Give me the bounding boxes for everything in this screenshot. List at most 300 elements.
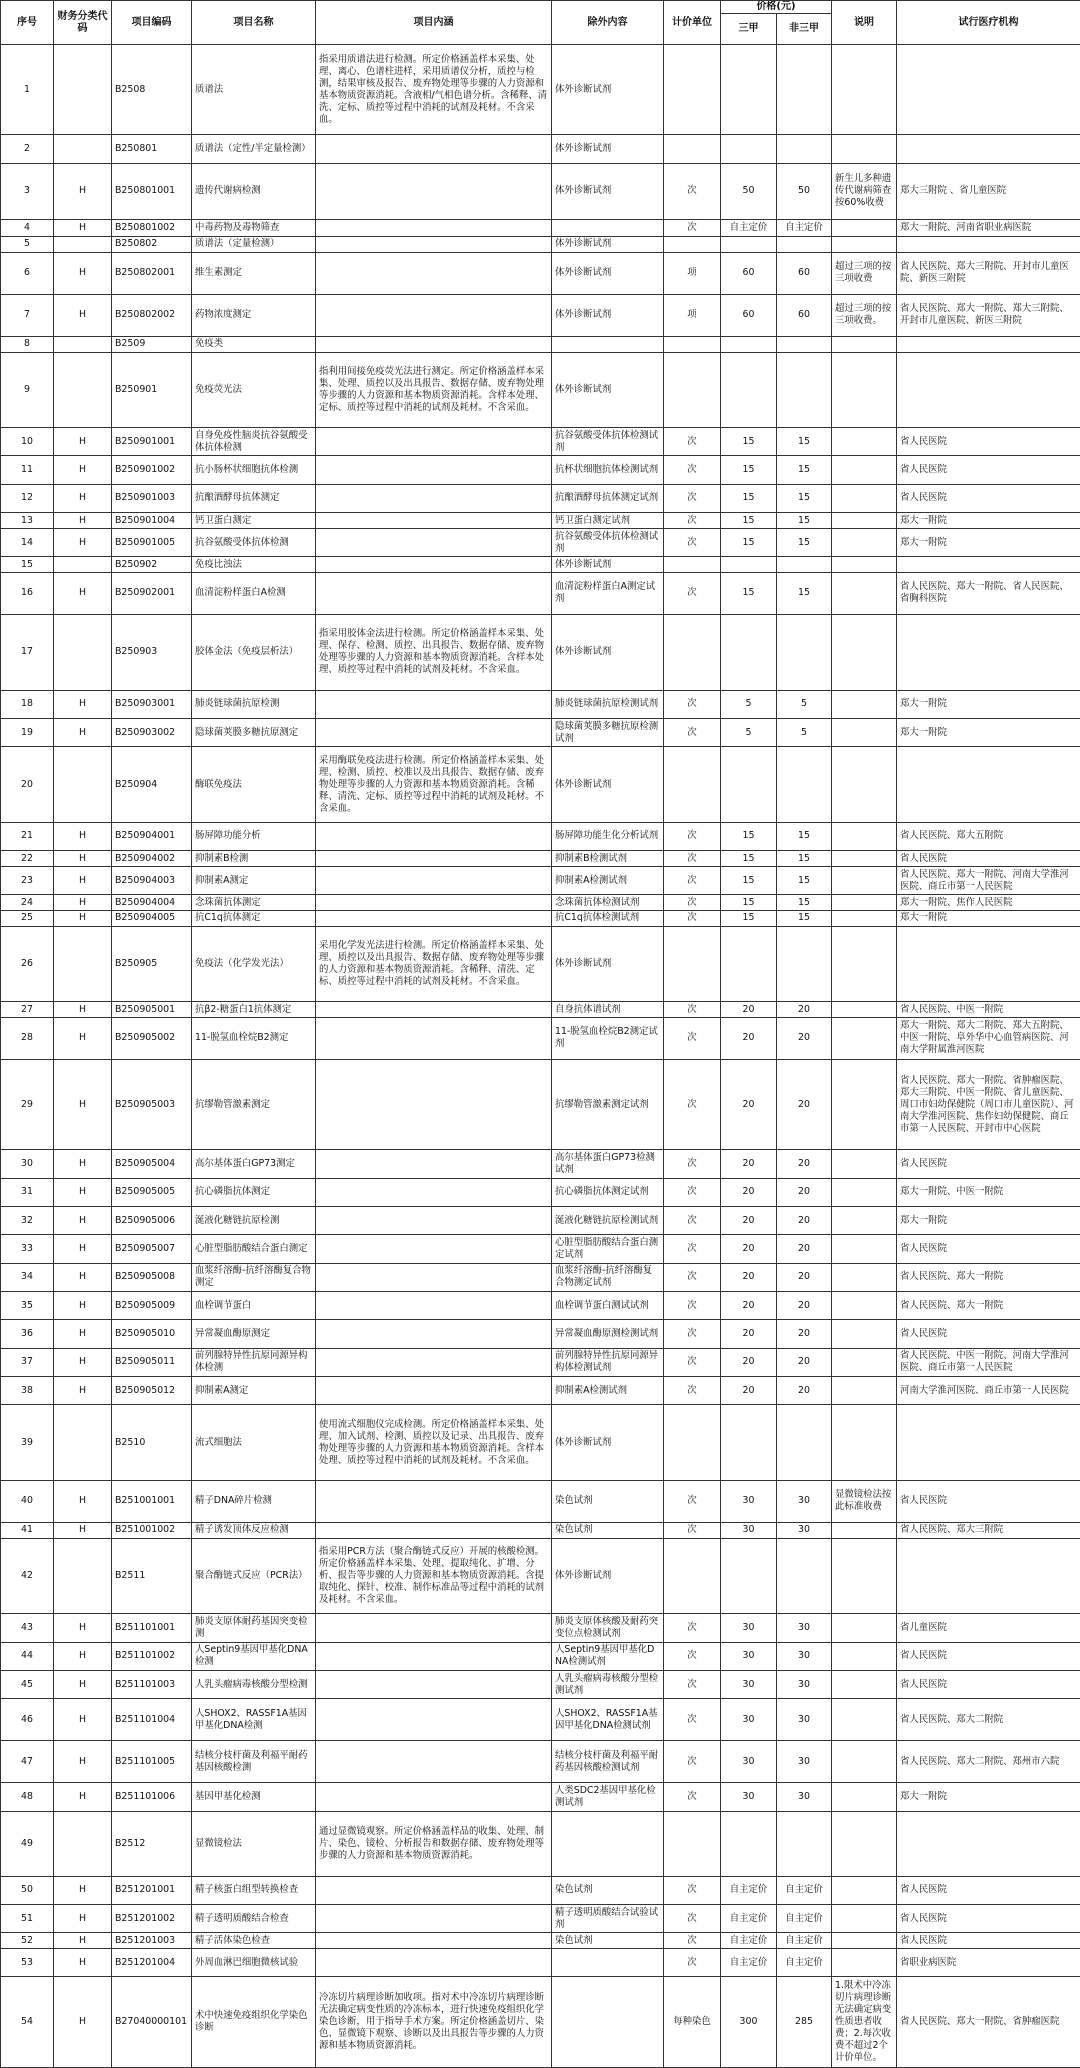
- cell-excluded: 精子透明质酸结合试验试剂: [552, 1905, 664, 1933]
- cell-item-code: B251201003: [112, 1933, 192, 1949]
- table-row: [1, 1480, 1080, 1522]
- cell-item-code: B2512: [112, 1811, 192, 1876]
- cell-excluded: 染色试剂: [552, 1876, 664, 1904]
- cell-price-non-grade3a: 15: [777, 528, 832, 556]
- cell-item-name: 精子核蛋白组型转换检查: [192, 1876, 316, 1904]
- cell-item-code: B250905004: [112, 1150, 192, 1178]
- cell-institutions: 郑大一附院: [897, 910, 1080, 926]
- cell-item-name: 免疫荧光法: [192, 352, 316, 428]
- cell-institutions: 省人民医院、郑大一附院、省肿瘤医院、郑大三附院、中医一附院、省儿童医院、周口市妇幼保健院（周口市儿童医院）、河南大学淮河医院、焦作妇幼保健院、商丘市第一人民医院、开封市中心医院: [897, 1059, 1080, 1149]
- cell-unit: 次: [664, 513, 721, 529]
- cell-item-name: 免疫法（化学发光法）: [192, 926, 316, 1002]
- cell-price-grade3a: 15: [721, 895, 777, 911]
- table-row: [1, 1949, 1080, 1977]
- cell-finance-code: H: [54, 1150, 112, 1178]
- cell-institutions: 省人民医院: [897, 1905, 1080, 1933]
- cell-unit: [664, 352, 721, 428]
- table-row: [1, 1150, 1080, 1178]
- cell-institutions: 省人民医院: [897, 1876, 1080, 1904]
- cell-seq: 5: [1, 237, 54, 253]
- cell-price-non-grade3a: 20: [777, 1206, 832, 1234]
- cell-unit: [664, 557, 721, 573]
- cell-item-content: [316, 822, 552, 850]
- cell-item-name: 念珠菌抗体测定: [192, 895, 316, 911]
- cell-description: [832, 1291, 897, 1319]
- cell-finance-code: H: [54, 1741, 112, 1783]
- header-unit: 计价单位: [664, 1, 721, 45]
- cell-unit: 次: [664, 1876, 721, 1904]
- cell-description: [832, 1059, 897, 1149]
- cell-price-grade3a: 20: [721, 1150, 777, 1178]
- cell-item-code: B251001002: [112, 1522, 192, 1538]
- cell-seq: 49: [1, 1811, 54, 1876]
- cell-price-grade3a: [721, 135, 777, 163]
- table-row: [1, 484, 1080, 512]
- cell-price-non-grade3a: 30: [777, 1670, 832, 1698]
- cell-unit: 每种染色: [664, 1977, 721, 2068]
- table-row: [1, 1002, 1080, 1018]
- cell-item-content: [316, 220, 552, 237]
- cell-item-code: B250904003: [112, 866, 192, 894]
- cell-unit: [664, 1538, 721, 1614]
- cell-item-code: B250902001: [112, 572, 192, 614]
- cell-unit: [664, 747, 721, 823]
- cell-item-content: [316, 1291, 552, 1319]
- cell-item-content: [316, 513, 552, 529]
- cell-price-non-grade3a: [777, 557, 832, 573]
- cell-item-content: [316, 851, 552, 867]
- table-row: [1, 572, 1080, 614]
- cell-item-code: B251101002: [112, 1642, 192, 1670]
- cell-seq: 54: [1, 1977, 54, 2068]
- cell-seq: 53: [1, 1949, 54, 1977]
- cell-item-code: B2510: [112, 1405, 192, 1481]
- cell-price-grade3a: 20: [721, 1059, 777, 1149]
- cell-unit: 次: [664, 428, 721, 456]
- cell-item-name: 免疫比浊法: [192, 557, 316, 573]
- cell-item-name: 聚合酶链式反应（PCR法）: [192, 1538, 316, 1614]
- header-item-content: 项目内涵: [316, 1, 552, 45]
- cell-finance-code: [54, 1811, 112, 1876]
- cell-excluded: [552, 220, 664, 237]
- table-row: [1, 1263, 1080, 1291]
- cell-item-content: [316, 1178, 552, 1206]
- cell-item-code: B250905009: [112, 1291, 192, 1319]
- cell-excluded: 抗杯状细胞抗体检测试剂: [552, 456, 664, 484]
- cell-item-name: 涎液化糖链抗原检测: [192, 1206, 316, 1234]
- cell-price-non-grade3a: 15: [777, 456, 832, 484]
- cell-item-name: 精子活体染色检查: [192, 1933, 316, 1949]
- cell-seq: 14: [1, 528, 54, 556]
- cell-item-name: 显微镜检法: [192, 1811, 316, 1876]
- cell-item-name: 血浆纤溶酶-抗纤溶酶复合物测定: [192, 1263, 316, 1291]
- cell-price-non-grade3a: 30: [777, 1699, 832, 1741]
- header-row-top: [1, 1, 1080, 14]
- cell-unit: 次: [664, 1614, 721, 1642]
- cell-seq: 7: [1, 294, 54, 336]
- cell-description: [832, 1949, 897, 1977]
- cell-price-grade3a: 15: [721, 484, 777, 512]
- cell-price-grade3a: [721, 1811, 777, 1876]
- cell-finance-code: H: [54, 252, 112, 294]
- cell-item-name: 钙卫蛋白测定: [192, 513, 316, 529]
- cell-description: [832, 718, 897, 746]
- cell-item-content: [316, 1876, 552, 1904]
- cell-item-code: B251001001: [112, 1480, 192, 1522]
- table-row: [1, 1405, 1080, 1481]
- cell-price-non-grade3a: 15: [777, 822, 832, 850]
- cell-seq: 51: [1, 1905, 54, 1933]
- cell-unit: 次: [664, 895, 721, 911]
- cell-price-non-grade3a: [777, 336, 832, 352]
- cell-item-code: B250901001: [112, 428, 192, 456]
- cell-item-content: [316, 1377, 552, 1405]
- cell-item-content: [316, 895, 552, 911]
- cell-unit: 次: [664, 456, 721, 484]
- cell-item-content: [316, 528, 552, 556]
- cell-item-name: 药物浓度测定: [192, 294, 316, 336]
- cell-excluded: 钙卫蛋白测定试剂: [552, 513, 664, 529]
- cell-price-grade3a: 自主定价: [721, 1933, 777, 1949]
- cell-item-name: 基因甲基化检测: [192, 1783, 316, 1811]
- cell-item-content: [316, 484, 552, 512]
- cell-item-content: [316, 718, 552, 746]
- cell-price-grade3a: 15: [721, 851, 777, 867]
- cell-finance-code: H: [54, 822, 112, 850]
- cell-price-non-grade3a: 20: [777, 1018, 832, 1060]
- cell-finance-code: H: [54, 484, 112, 512]
- cell-price-non-grade3a: [777, 926, 832, 1002]
- cell-seq: 38: [1, 1377, 54, 1405]
- cell-institutions: [897, 926, 1080, 1002]
- cell-item-code: B2509: [112, 336, 192, 352]
- cell-price-grade3a: 自主定价: [721, 1876, 777, 1904]
- cell-item-content: [316, 135, 552, 163]
- cell-item-code: B250905008: [112, 1263, 192, 1291]
- cell-item-code: B250801001: [112, 163, 192, 220]
- table-row: [1, 252, 1080, 294]
- cell-seq: 9: [1, 352, 54, 428]
- cell-seq: 40: [1, 1480, 54, 1522]
- table-row: [1, 851, 1080, 867]
- cell-seq: 39: [1, 1405, 54, 1481]
- cell-seq: 45: [1, 1670, 54, 1698]
- cell-unit: 次: [664, 1235, 721, 1263]
- cell-item-code: B2511: [112, 1538, 192, 1614]
- cell-item-code: B250902: [112, 557, 192, 573]
- cell-price-grade3a: 自主定价: [721, 1905, 777, 1933]
- cell-item-name: 人乳头瘤病毒核酸分型检测: [192, 1670, 316, 1698]
- cell-price-grade3a: 5: [721, 690, 777, 718]
- cell-excluded: [552, 1811, 664, 1876]
- cell-item-name: 中毒药物及毒物筛查: [192, 220, 316, 237]
- table-row: [1, 1235, 1080, 1263]
- cell-excluded: 人类SDC2基因甲基化检测试剂: [552, 1783, 664, 1811]
- cell-price-grade3a: [721, 747, 777, 823]
- cell-institutions: [897, 557, 1080, 573]
- cell-price-grade3a: 20: [721, 1002, 777, 1018]
- cell-finance-code: H: [54, 572, 112, 614]
- cell-price-grade3a: [721, 336, 777, 352]
- cell-item-content: [316, 456, 552, 484]
- cell-institutions: 郑大一附院、焦作人民医院: [897, 895, 1080, 911]
- cell-unit: 次: [664, 1377, 721, 1405]
- cell-unit: 次: [664, 851, 721, 867]
- cell-item-code: B250904002: [112, 851, 192, 867]
- cell-excluded: 抗C1q抗体检测试剂: [552, 910, 664, 926]
- cell-price-grade3a: [721, 1405, 777, 1481]
- cell-description: [832, 456, 897, 484]
- cell-institutions: [897, 237, 1080, 253]
- cell-seq: 13: [1, 513, 54, 529]
- cell-unit: 次: [664, 220, 721, 237]
- cell-price-grade3a: 30: [721, 1783, 777, 1811]
- cell-seq: 30: [1, 1150, 54, 1178]
- cell-item-name: 隐球菌荚膜多糖抗原测定: [192, 718, 316, 746]
- cell-item-code: B250905: [112, 926, 192, 1002]
- cell-item-content: [316, 1002, 552, 1018]
- cell-price-non-grade3a: 50: [777, 163, 832, 220]
- cell-description: [832, 1741, 897, 1783]
- cell-institutions: 省人民医院、郑大五附院: [897, 822, 1080, 850]
- cell-institutions: 省人民医院: [897, 1642, 1080, 1670]
- cell-description: 1.限术中冷冻切片病理诊断无法确定病变性质患者收费；2.每次收费不超过2个计价单位。: [832, 1977, 897, 2068]
- cell-item-content: [316, 1522, 552, 1538]
- cell-item-code: B250901004: [112, 513, 192, 529]
- cell-price-non-grade3a: [777, 1538, 832, 1614]
- cell-seq: 22: [1, 851, 54, 867]
- cell-excluded: 抑制素A检测试剂: [552, 1377, 664, 1405]
- cell-excluded: 抗谷氨酸受体抗体检测试剂: [552, 528, 664, 556]
- table-row: [1, 895, 1080, 911]
- table-row: [1, 294, 1080, 336]
- cell-institutions: 省人民医院、郑大二附院: [897, 1699, 1080, 1741]
- cell-description: [832, 528, 897, 556]
- cell-description: 超过三项的按三项收费: [832, 252, 897, 294]
- cell-item-code: B250801: [112, 135, 192, 163]
- cell-seq: 11: [1, 456, 54, 484]
- cell-unit: 次: [664, 1522, 721, 1538]
- table-row: [1, 718, 1080, 746]
- cell-price-grade3a: [721, 557, 777, 573]
- cell-excluded: 血清淀粉样蛋白A测定试剂: [552, 572, 664, 614]
- cell-finance-code: H: [54, 1783, 112, 1811]
- table-row: [1, 910, 1080, 926]
- cell-excluded: 隐球菌荚膜多糖抗原检测试剂: [552, 718, 664, 746]
- table-row: [1, 1320, 1080, 1348]
- cell-institutions: 省人民医院、郑大一附院: [897, 1291, 1080, 1319]
- cell-excluded: 体外诊断试剂: [552, 747, 664, 823]
- cell-seq: 20: [1, 747, 54, 823]
- cell-description: [832, 1320, 897, 1348]
- cell-price-grade3a: 20: [721, 1206, 777, 1234]
- cell-excluded: [552, 1977, 664, 2068]
- cell-price-non-grade3a: 20: [777, 1002, 832, 1018]
- cell-excluded: 肺炎链球菌抗原检测试剂: [552, 690, 664, 718]
- cell-item-name: 质谱法: [192, 45, 316, 135]
- cell-price-grade3a: 20: [721, 1291, 777, 1319]
- cell-finance-code: [54, 614, 112, 690]
- cell-price-non-grade3a: 30: [777, 1522, 832, 1538]
- cell-seq: 36: [1, 1320, 54, 1348]
- cell-excluded: 体外诊断试剂: [552, 1405, 664, 1481]
- cell-item-content: [316, 336, 552, 352]
- cell-description: 显微镜检法按此标准收费: [832, 1480, 897, 1522]
- cell-description: [832, 1206, 897, 1234]
- table-row: [1, 866, 1080, 894]
- cell-price-grade3a: 20: [721, 1320, 777, 1348]
- cell-description: [832, 513, 897, 529]
- cell-price-non-grade3a: [777, 352, 832, 428]
- cell-item-content: [316, 1670, 552, 1698]
- header-institutions: 试行医疗机构: [897, 1, 1080, 45]
- table-row: [1, 1018, 1080, 1060]
- cell-price-grade3a: 15: [721, 910, 777, 926]
- cell-description: [832, 45, 897, 135]
- cell-unit: [664, 926, 721, 1002]
- cell-institutions: [897, 1538, 1080, 1614]
- cell-unit: 次: [664, 1348, 721, 1376]
- cell-seq: 6: [1, 252, 54, 294]
- cell-item-name: 人SHOX2、RASSF1A基因甲基化DNA检测: [192, 1699, 316, 1741]
- cell-excluded: 人SHOX2、RASSF1A基因甲基化DNA检测试剂: [552, 1699, 664, 1741]
- cell-item-code: B250905005: [112, 1178, 192, 1206]
- cell-price-grade3a: 60: [721, 252, 777, 294]
- cell-finance-code: [54, 135, 112, 163]
- cell-unit: 次: [664, 1002, 721, 1018]
- cell-item-code: B250903001: [112, 690, 192, 718]
- cell-finance-code: H: [54, 1522, 112, 1538]
- cell-finance-code: H: [54, 1642, 112, 1670]
- cell-excluded: 体外诊断试剂: [552, 352, 664, 428]
- cell-price-grade3a: 30: [721, 1480, 777, 1522]
- cell-item-code: B250904005: [112, 910, 192, 926]
- cell-price-grade3a: 60: [721, 294, 777, 336]
- cell-description: 新生儿多种遗传代谢病筛查按60%收费: [832, 163, 897, 220]
- cell-seq: 33: [1, 1235, 54, 1263]
- cell-item-content: 指采用胶体金法进行检测。所定价格涵盖样本采集、处理、保存、检测、质控、出具报告、数据存储、废弃物处理等步骤的人力资源和基本物质资源消耗。含样本处理、质控等过程中消耗的试剂及耗材。不含采血。: [316, 614, 552, 690]
- cell-price-grade3a: 30: [721, 1670, 777, 1698]
- cell-seq: 18: [1, 690, 54, 718]
- cell-unit: 次: [664, 718, 721, 746]
- cell-price-grade3a: 20: [721, 1263, 777, 1291]
- cell-seq: 43: [1, 1614, 54, 1642]
- cell-excluded: 体外诊断试剂: [552, 614, 664, 690]
- cell-price-non-grade3a: [777, 614, 832, 690]
- table-body: [1, 45, 1080, 2068]
- cell-seq: 50: [1, 1876, 54, 1904]
- cell-price-non-grade3a: 自主定价: [777, 1905, 832, 1933]
- table-row: [1, 1977, 1080, 2068]
- cell-item-code: B250901005: [112, 528, 192, 556]
- cell-description: [832, 220, 897, 237]
- cell-item-code: B251201002: [112, 1905, 192, 1933]
- cell-description: [832, 895, 897, 911]
- cell-finance-code: [54, 1538, 112, 1614]
- cell-description: [832, 1811, 897, 1876]
- cell-seq: 52: [1, 1933, 54, 1949]
- cell-item-name: 抑制素B检测: [192, 851, 316, 867]
- cell-price-non-grade3a: 15: [777, 866, 832, 894]
- cell-description: [832, 572, 897, 614]
- cell-finance-code: H: [54, 294, 112, 336]
- cell-finance-code: H: [54, 1933, 112, 1949]
- cell-excluded: 体外诊断试剂: [552, 294, 664, 336]
- cell-item-name: 抗缪勒管激素测定: [192, 1059, 316, 1149]
- cell-finance-code: H: [54, 220, 112, 237]
- cell-institutions: 省人民医院、郑大三附院、开封市儿童医院、新医三附院: [897, 252, 1080, 294]
- table-row: [1, 513, 1080, 529]
- cell-unit: 次: [664, 1905, 721, 1933]
- header-description: 说明: [832, 1, 897, 45]
- cell-unit: [664, 45, 721, 135]
- cell-item-name: 肺炎支原体耐药基因突变检测: [192, 1614, 316, 1642]
- cell-excluded: 体外诊断试剂: [552, 926, 664, 1002]
- cell-price-non-grade3a: 60: [777, 252, 832, 294]
- cell-item-code: B250802001: [112, 252, 192, 294]
- cell-excluded: 体外诊断试剂: [552, 237, 664, 253]
- cell-unit: 项: [664, 294, 721, 336]
- cell-institutions: 省人民医院、郑大一附院: [897, 1263, 1080, 1291]
- cell-item-content: [316, 1348, 552, 1376]
- cell-description: 超过三项的按三项收费。: [832, 294, 897, 336]
- table-row: [1, 1059, 1080, 1149]
- cell-item-name: 精子DNA碎片检测: [192, 1480, 316, 1522]
- cell-item-code: B250905003: [112, 1059, 192, 1149]
- cell-item-name: 抗心磷脂抗体测定: [192, 1178, 316, 1206]
- cell-unit: 次: [664, 1783, 721, 1811]
- table-row: [1, 1348, 1080, 1376]
- cell-unit: 次: [664, 1699, 721, 1741]
- cell-unit: 次: [664, 484, 721, 512]
- cell-item-code: B250802: [112, 237, 192, 253]
- cell-price-non-grade3a: 自主定价: [777, 1949, 832, 1977]
- cell-finance-code: H: [54, 1263, 112, 1291]
- cell-finance-code: [54, 237, 112, 253]
- cell-excluded: 念珠菌抗体检测试剂: [552, 895, 664, 911]
- cell-seq: 35: [1, 1291, 54, 1319]
- cell-unit: 次: [664, 1480, 721, 1522]
- cell-item-code: B251101006: [112, 1783, 192, 1811]
- cell-price-non-grade3a: 30: [777, 1783, 832, 1811]
- cell-price-non-grade3a: 15: [777, 484, 832, 512]
- cell-unit: 次: [664, 866, 721, 894]
- cell-price-non-grade3a: 20: [777, 1178, 832, 1206]
- cell-price-grade3a: [721, 1538, 777, 1614]
- cell-description: [832, 1905, 897, 1933]
- cell-price-grade3a: 30: [721, 1522, 777, 1538]
- cell-item-name: 术中快速免疫组织化学染色诊断: [192, 1977, 316, 2068]
- cell-description: [832, 1263, 897, 1291]
- cell-price-grade3a: 30: [721, 1699, 777, 1741]
- cell-item-name: 心脏型脂肪酸结合蛋白测定: [192, 1235, 316, 1263]
- cell-excluded: 抗酿酒酵母抗体测定试剂: [552, 484, 664, 512]
- cell-price-non-grade3a: 20: [777, 1291, 832, 1319]
- cell-seq: 32: [1, 1206, 54, 1234]
- cell-price-grade3a: 300: [721, 1977, 777, 2068]
- cell-item-code: B250904004: [112, 895, 192, 911]
- cell-excluded: 结核分枝杆菌及利福平耐药基因核酸检测试剂: [552, 1741, 664, 1783]
- cell-item-content: [316, 1018, 552, 1060]
- cell-institutions: 省人民医院、郑大一附院、省人民医院、省胸科医院: [897, 572, 1080, 614]
- cell-item-code: B250904001: [112, 822, 192, 850]
- cell-unit: 次: [664, 1291, 721, 1319]
- table-row: [1, 336, 1080, 352]
- cell-item-content: [316, 428, 552, 456]
- cell-institutions: 省人民医院、中医一附院、河南大学淮河医院、商丘市第一人民医院: [897, 1348, 1080, 1376]
- cell-unit: [664, 1811, 721, 1876]
- header-seq: 序号: [1, 1, 54, 45]
